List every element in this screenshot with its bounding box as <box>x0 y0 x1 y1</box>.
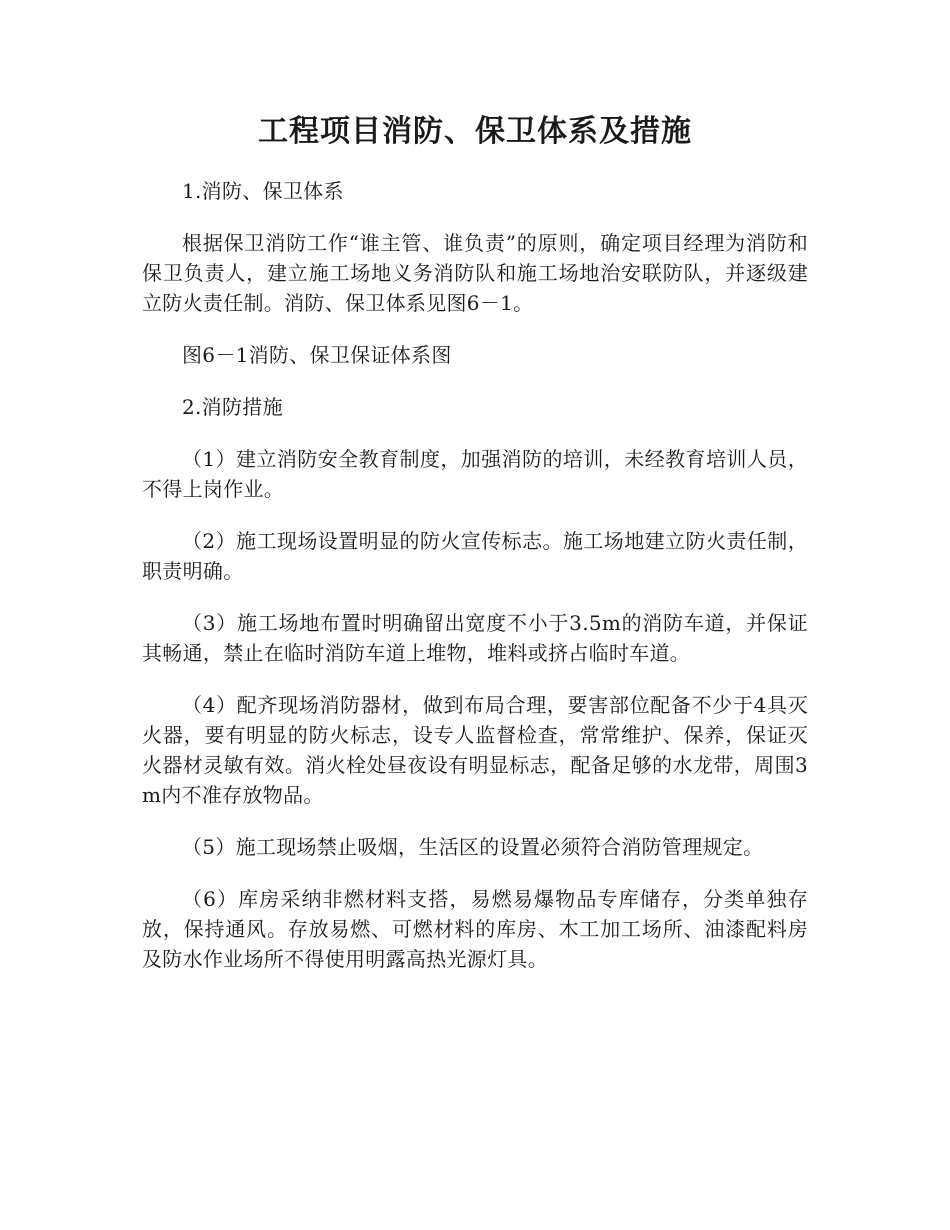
measure-3: （3）施工场地布置时明确留出宽度不小于3.5m的消防车道，并保证其畅通，禁止在临时消防车道上堆物，堆料或挤占临时车道。 <box>142 611 808 665</box>
section-1-body: 根据保卫消防工作“谁主管、谁负责”的原则，确定项目经理为消防和保卫负责人，建立施工场地义务消防队和施工场地治安联防队，并逐级建立防火责任制。消防、保卫体系见图6－1。 <box>142 231 808 315</box>
section-1-heading: 1.消防、保卫体系 <box>182 179 344 203</box>
measure-6: （6）库房采纳非燃材料支搭，易燃易爆物品专库储存，分类单独存放，保持通风。存放易燃、可燃材料的库房、木工加工场所、油漆配料房及防水作业场所不得使用明露高热光源灯具。 <box>142 887 808 971</box>
figure-caption: 图6－1消防、保卫保证体系图 <box>182 343 452 367</box>
document-title: 工程项目消防、保卫体系及措施 <box>258 114 692 149</box>
section-2-heading: 2.消防措施 <box>182 395 283 419</box>
measure-4: （4）配齐现场消防器材，做到布局合理，要害部位配备不少于4具灭火器，要有明显的防火标志，设专人监督检查，常常维护、保养，保证灭火器材灵敏有效。消火栓处昼夜设有明显标志，配备足够的水龙带，周围3m内不准存放物品。 <box>142 693 808 807</box>
document-content <box>142 112 808 996</box>
measure-2: （2）施工现场设置明显的防火宣传标志。施工场地建立防火责任制，职责明确。 <box>142 529 808 583</box>
measure-1: （1）建立消防安全教育制度，加强消防的培训，未经教育培训人员，不得上岗作业。 <box>142 447 808 501</box>
measure-5: （5）施工现场禁止吸烟，生活区的设置必须符合消防管理规定。 <box>182 835 764 859</box>
